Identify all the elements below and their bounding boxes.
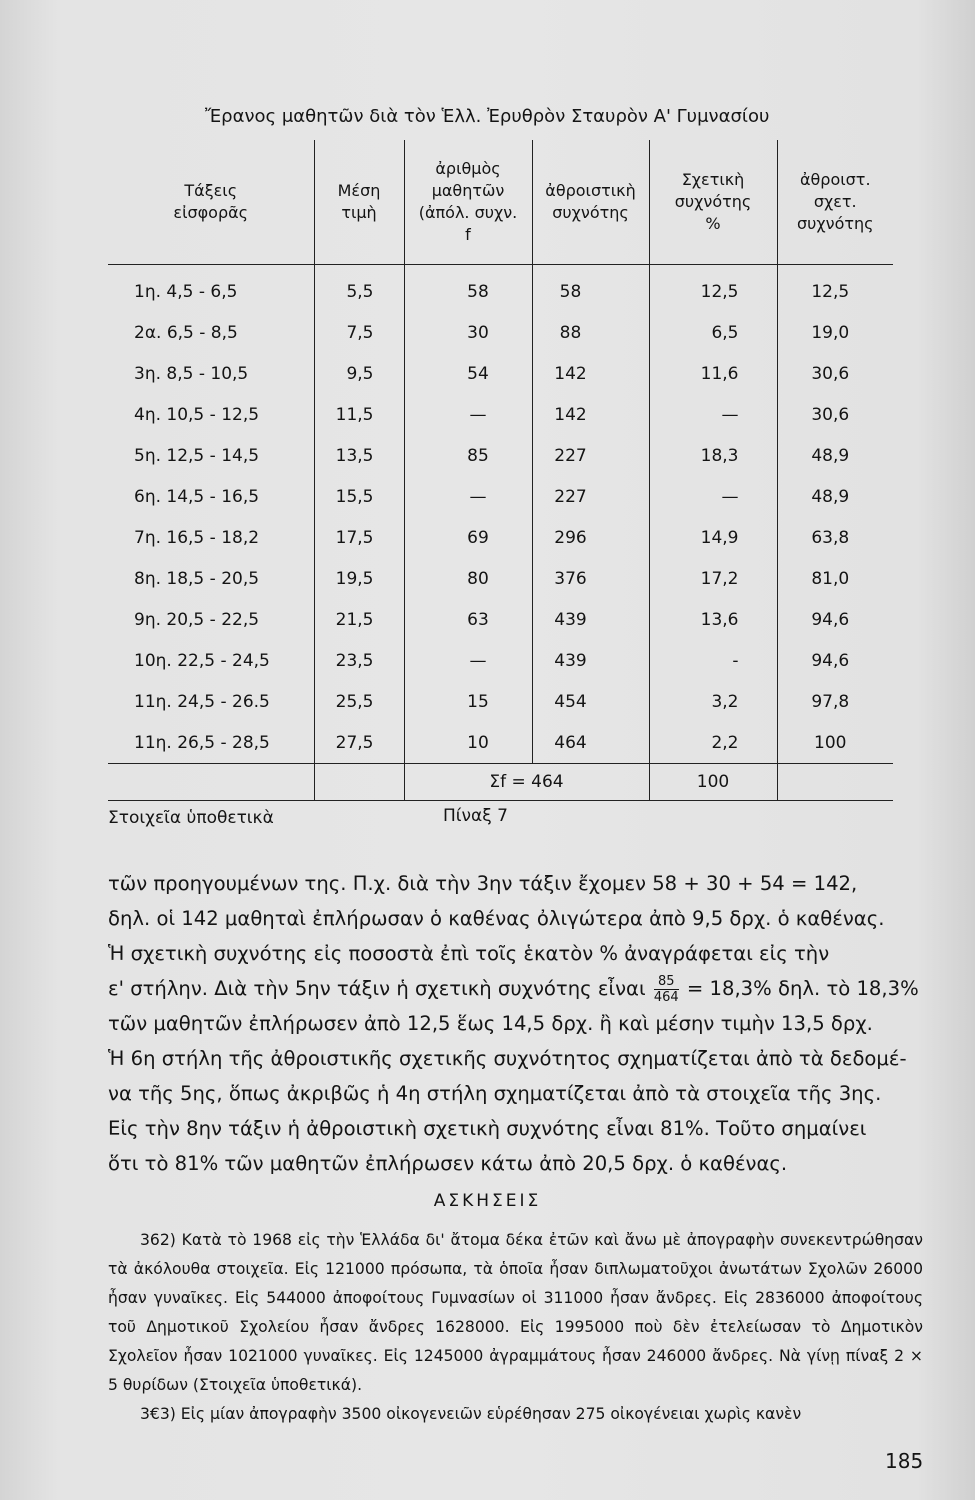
table-row xyxy=(108,312,893,353)
cell-crel: 81,0 xyxy=(777,558,893,599)
table-row xyxy=(108,394,893,435)
table-row xyxy=(108,599,893,640)
cell-cum: 439 xyxy=(532,640,649,681)
header-cumulative-frequency: ἀθροιστικὴ συχνότης xyxy=(532,140,649,265)
cell-mid: 15,5 xyxy=(314,476,404,517)
header-relative-frequency: Σχετικὴ συχνότης % xyxy=(649,140,777,265)
text-line-with-fraction: ε' στήλην. Διὰ τὴν 5ην τάξιν ἡ σχετικὴ συχνότης εἶναι $\frac{85}{464}$ = 18,3% δηλ. τὸ 18,3% xyxy=(108,974,919,1005)
exercises-block xyxy=(108,1226,923,1429)
sum-f: Σf = 464 xyxy=(404,764,649,801)
cell-mid: 7,5 xyxy=(314,312,404,353)
cell-rel: 13,6 xyxy=(649,599,777,640)
exercises-heading: ΑΣΚΗΣΕΙΣ xyxy=(433,1191,542,1211)
cell-class: 10η. 22,5 - 24,5 xyxy=(134,650,270,671)
cell-rel: 2,2 xyxy=(649,722,777,764)
table-row xyxy=(108,353,893,394)
cell-class: 11η. 26,5 - 28,5 xyxy=(108,722,314,764)
cell-rel: 14,9 xyxy=(649,517,777,558)
cell-cum: 464 xyxy=(532,722,649,764)
table-caption: Ἔρανος μαθητῶν διὰ τὸν Ἑλλ. Ἐρυθρὸν Σταυρὸν Α' Γυμνασίου xyxy=(205,106,770,127)
cell-rel: 12,5 xyxy=(649,265,777,313)
cell-mid: 19,5 xyxy=(314,558,404,599)
table-note: Στοιχεῖα ὑποθετικὰ xyxy=(108,808,274,828)
header-absolute-frequency: ἀριθμὸς μαθητῶν (ἀπόλ. συχν. f xyxy=(404,140,532,265)
cell-mid: 13,5 xyxy=(314,435,404,476)
table-row xyxy=(108,265,893,313)
cell-f: 10 xyxy=(404,722,532,764)
cell-f: 80 xyxy=(404,558,532,599)
text-line: δηλ. οἱ 142 μαθηταὶ ἐπλήρωσαν ὁ καθένας ὀλιγώτερα ἀπὸ 9,5 δρχ. ὁ καθένας. xyxy=(108,907,885,930)
cell-f: — xyxy=(404,394,532,435)
cell-class: 1η. 4,5 - 6,5 xyxy=(134,281,238,302)
header-classes: Τάξεις εἰσφορᾶς xyxy=(108,140,314,265)
text-line: Ἡ 6η στήλη τῆς ἀθροιστικῆς σχετικῆς συχνότητος σχηματίζεται ἀπὸ τὰ δεδομέ- xyxy=(108,1047,907,1070)
text-line: τῶν προηγουμένων της. Π.χ. διὰ τὴν 3ην τάξιν ἔχομεν 58 + 30 + 54 = 142, xyxy=(108,872,858,895)
cell-cum: 296 xyxy=(532,517,649,558)
cell-crel: 97,8 xyxy=(777,681,893,722)
cell-crel: 63,8 xyxy=(777,517,893,558)
text-line: τῶν μαθητῶν ἐπλήρωσεν ἀπὸ 12,5 ἕως 14,5 δρχ. ἢ καὶ μέσην τιμὴν 13,5 δρχ. xyxy=(108,1012,873,1035)
cell-class: 9η. 20,5 - 22,5 xyxy=(134,609,260,630)
header-cumulative-relative-frequency: ἀθροιστ. σχετ. συχνότης xyxy=(777,140,893,265)
text-line: ὅτι τὸ 81% τῶν μαθητῶν ἐπλήρωσεν κάτω ἀπὸ 20,5 δρχ. ὁ καθένας. xyxy=(108,1152,788,1175)
exercise-362: 362) Κατὰ τὸ 1968 εἰς τὴν Ἑλλάδα δι' ἄτομα δέκα ἐτῶν καὶ ἄνω μὲ ἀπογραφὴν συνεκεντρώθησαν τὰ ἀκόλουθα στοιχεῖα. Εἰς 121000 πρόσωπα, τὰ ὁποῖα ἦσαν διπλωματοῦχοι ἀνωτάτων Σχολῶν 26000 ἦσαν γυναῖκες. Εἰς 544000 ἀποφοίτους Γυμνασίων οἱ 311000 ἦσαν ἄνδρες. Εἰς 2836000 ἀποφοίτους τοῦ Δημοτικοῦ Σχολείου ἦσαν ἄνδρες 1628000. Εἰς 1995000 ποὺ δὲν ἐτελείωσαν τὸ Δημοτικὸν Σχολεῖον ἦσαν 1021000 γυναῖκες. Εἰς 1245000 ἀγραμμάτους ἦσαν 246000 ἄνδρες. Νὰ γίνῃ πίναξ 2 × 5 θυρίδων (Στοιχεῖα ὑποθετικά). xyxy=(108,1231,923,1394)
cell-rel: - xyxy=(649,640,777,681)
cell-f: — xyxy=(404,640,532,681)
cell-cum: 142 xyxy=(532,394,649,435)
cell-cum: 58 xyxy=(532,265,649,313)
cell-f: 54 xyxy=(404,353,532,394)
explanation-paragraph xyxy=(108,866,923,1181)
cell-rel: 11,6 xyxy=(649,353,777,394)
text-line: Εἰς τὴν 8ην τάξιν ἡ ἀθροιστικὴ σχετικὴ συχνότης εἶναι 81%. Τοῦτο σημαίνει xyxy=(108,1117,867,1140)
table-row xyxy=(108,722,893,764)
cell-crel: 94,6 xyxy=(777,640,893,681)
cell-crel: 12,5 xyxy=(777,265,893,313)
cell-class: 4η. 10,5 - 12,5 xyxy=(134,404,260,425)
cell-f: 30 xyxy=(404,312,532,353)
text-line: Ἡ σχετικὴ συχνότης εἰς ποσοστὰ ἐπὶ τοῖς ἑκατὸν % ἀναγράφεται εἰς τὴν xyxy=(108,942,830,965)
table-label: Πίναξ 7 xyxy=(443,806,508,826)
cell-class: 3η. 8,5 - 10,5 xyxy=(134,363,249,384)
table-row xyxy=(108,558,893,599)
cell-cum: 454 xyxy=(532,681,649,722)
cell-rel: — xyxy=(649,394,777,435)
cell-cum: 88 xyxy=(532,312,649,353)
cell-cum: 227 xyxy=(532,476,649,517)
exercise-363: 3€3) Εἰς μίαν ἀπογραφὴν 3500 οἰκογενειῶν εὑρέθησαν 275 οἰκογένειαι χωρὶς κανὲν xyxy=(140,1405,802,1423)
cell-crel: 19,0 xyxy=(777,312,893,353)
cell-mid: 27,5 xyxy=(314,722,404,764)
table-row xyxy=(108,681,893,722)
frequency-table xyxy=(108,140,893,801)
table-row xyxy=(108,476,893,517)
cell-class: 11η. 24,5 - 26.5 xyxy=(134,691,270,712)
cell-mid: 5,5 xyxy=(314,265,404,313)
cell-mid: 25,5 xyxy=(314,681,404,722)
cell-rel: 17,2 xyxy=(649,558,777,599)
cell-rel: 6,5 xyxy=(649,312,777,353)
cell-f: 69 xyxy=(404,517,532,558)
text-line: να τῆς 5ης, ὅπως ἀκριβῶς ἡ 4η στήλη σχηματίζεται ἀπὸ τὰ στοιχεῖα τῆς 3ης. xyxy=(108,1082,882,1105)
fraction: $\frac{85}{464}$ xyxy=(653,974,679,1005)
sum-relative: 100 xyxy=(649,764,777,801)
cell-crel: 48,9 xyxy=(777,435,893,476)
cell-cum: 227 xyxy=(532,435,649,476)
cell-rel: 3,2 xyxy=(649,681,777,722)
cell-mid: 23,5 xyxy=(314,640,404,681)
table-header-row xyxy=(108,140,893,265)
cell-crel: 30,6 xyxy=(777,353,893,394)
cell-crel: 100 xyxy=(777,722,893,764)
cell-mid: 9,5 xyxy=(314,353,404,394)
page-number: 185 xyxy=(885,1449,924,1473)
cell-f: — xyxy=(404,476,532,517)
cell-cum: 376 xyxy=(532,558,649,599)
cell-class: 2α. 6,5 - 8,5 xyxy=(134,322,238,343)
cell-f: 15 xyxy=(404,681,532,722)
cell-f: 63 xyxy=(404,599,532,640)
cell-mid: 17,5 xyxy=(314,517,404,558)
cell-class: 6η. 14,5 - 16,5 xyxy=(134,486,260,507)
table-row xyxy=(108,435,893,476)
cell-mid: 11,5 xyxy=(314,394,404,435)
cell-mid: 21,5 xyxy=(314,599,404,640)
cell-crel: 30,6 xyxy=(777,394,893,435)
cell-crel: 48,9 xyxy=(777,476,893,517)
cell-f: 85 xyxy=(404,435,532,476)
cell-cum: 439 xyxy=(532,599,649,640)
table-row xyxy=(108,640,893,681)
table-row xyxy=(108,517,893,558)
cell-class: 8η. 18,5 - 20,5 xyxy=(134,568,260,589)
cell-rel: — xyxy=(649,476,777,517)
cell-class: 5η. 12,5 - 14,5 xyxy=(134,445,260,466)
cell-rel: 18,3 xyxy=(649,435,777,476)
table-sum-row xyxy=(108,764,893,801)
cell-cum: 142 xyxy=(532,353,649,394)
cell-f: 58 xyxy=(404,265,532,313)
cell-crel: 94,6 xyxy=(777,599,893,640)
header-mean-value: Μέση τιμὴ xyxy=(314,140,404,265)
cell-class: 7η. 16,5 - 18,2 xyxy=(134,527,260,548)
